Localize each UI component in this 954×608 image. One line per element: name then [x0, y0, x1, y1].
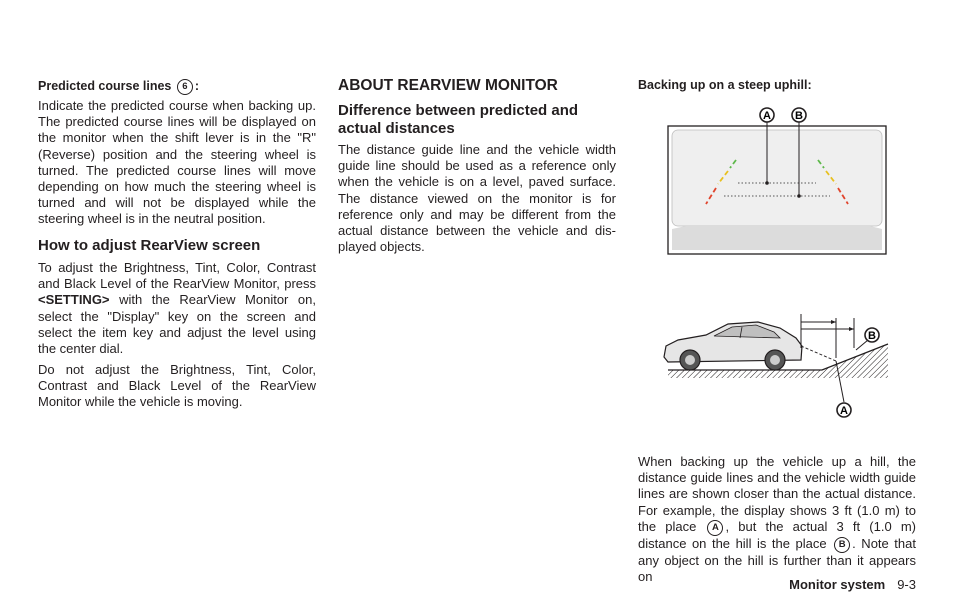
inline-label-a: A: [707, 520, 723, 536]
label-b-text: B: [795, 110, 803, 122]
predicted-course-heading: [38, 78, 199, 95]
label-b-text-2: B: [868, 330, 876, 342]
callout-6-marker: 6: [177, 79, 193, 95]
setting-button-label: <SETTING>: [38, 292, 110, 308]
page-footer: [789, 577, 916, 592]
predicted-course-body: Indicate the predicted course when backing up. The predicted course lines will be displayed on the monitor when the shift lever is in the "R" (Reverse) position and the steering wheel is turned. The predicted course lines will move depending on how much the steering wheel is turned and will not be displayed while the steering wheel is in the neutral position.: [38, 98, 316, 227]
monitor-view-figure: [666, 104, 890, 258]
adjust-body-text-a: To adjust the Brightness, Tint, Color, Contrast and Black Level of the RearView Monitor, press: [38, 260, 316, 292]
page-number: 9-3: [897, 577, 916, 592]
uphill-body-1: When backing up the vehicle up a hill, the distance guide lines and the vehicle width guide lines are shown closer than the actual distance. For example, the display shows 3 ft (1.0 m) to the place: [638, 454, 916, 534]
uphill-body-2: , but the actual 3 ft (1.0 m) distance on the hill is the place: [638, 518, 916, 551]
uphill-car-figure: [658, 300, 894, 424]
difference-heading: Difference between predicted and actual distances: [338, 102, 579, 137]
uphill-body-3: . Note that any object on the hill is further than it appears on: [638, 535, 916, 585]
inline-label-b: B: [834, 537, 850, 553]
uphill-heading: Backing up on a steep uphill:: [638, 78, 812, 92]
adjust-body-text-b: with the RearView Monitor on, select the "Display" key on the screen and select the item key and adjust the level using the center dial.: [38, 292, 316, 357]
uphill-body: [638, 454, 916, 585]
predicted-course-colon: :: [194, 79, 200, 93]
adjust-rearview-heading: How to adjust RearView screen: [38, 237, 261, 254]
adjust-rearview-body-2: Do not adjust the Brightness, Tint, Color, Contrast and Black Level of the RearView Monitor while the vehicle is moving.: [38, 362, 316, 410]
label-a-text-2: A: [840, 405, 848, 417]
footer-section: Monitor system: [789, 577, 886, 592]
adjust-rearview-body-1: [38, 260, 316, 357]
difference-body: The distance guide line and the vehicle width guide line should be used as a reference only when the vehicle is on a level, paved surface. The distance viewed on the monitor is for reference only and may be different from the actual distance between the vehicle and dis-played objects.: [338, 142, 616, 255]
predicted-course-heading-text: Predicted course lines: [38, 79, 172, 93]
about-rearview-heading: ABOUT REARVIEW MONITOR: [338, 77, 558, 94]
label-a-text: A: [763, 110, 771, 122]
